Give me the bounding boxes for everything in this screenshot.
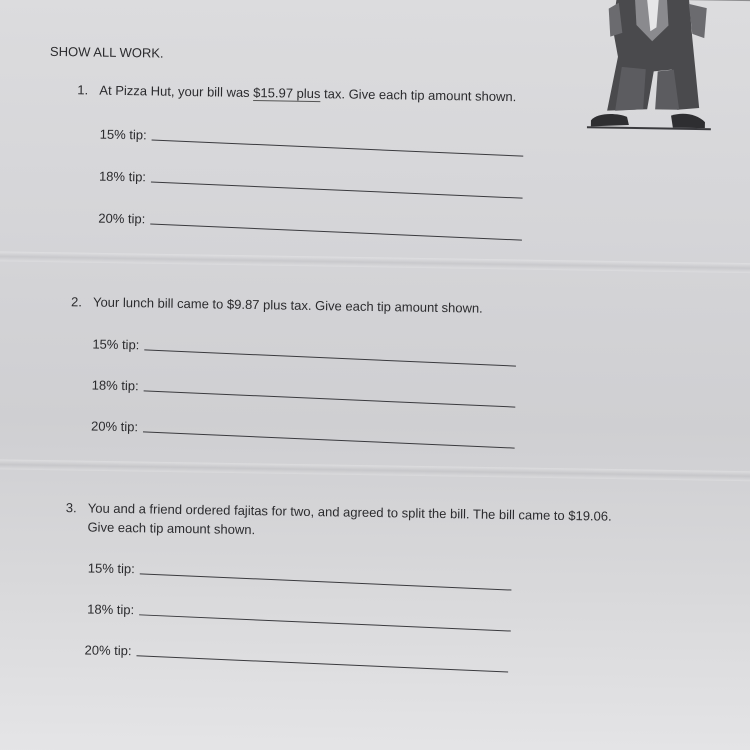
- tip-label: 20% tip:: [98, 210, 146, 227]
- tip-answer-line[interactable]: [100, 127, 147, 143]
- question-text: Your lunch bill came to $9.87 plus tax. Give each tip amount shown.: [92, 294, 483, 316]
- question-text-part: At Pizza Hut, your bill was: [99, 82, 254, 101]
- tip-label: 18% tip:: [98, 168, 147, 185]
- answer-rule: [152, 139, 524, 156]
- answer-rule: [140, 573, 512, 590]
- question-text: [87, 498, 688, 545]
- instruction-heading: SHOW ALL WORK.: [49, 43, 164, 61]
- tip-answer-line[interactable]: [92, 337, 139, 353]
- question-number: 3.: [65, 500, 77, 516]
- question-number: 2.: [70, 294, 83, 310]
- answer-rule: [144, 349, 516, 366]
- tip-label: 20% tip:: [90, 418, 139, 435]
- answer-rule: [144, 390, 516, 407]
- bill-amount: $15.97 plus: [253, 85, 321, 102]
- answer-rule: [143, 431, 515, 448]
- tip-label: 18% tip:: [87, 601, 135, 618]
- cartoon-person-icon: [587, 0, 719, 138]
- tip-answer-line[interactable]: [91, 419, 138, 435]
- tip-answer-line[interactable]: [87, 601, 134, 617]
- tip-answer-line[interactable]: [84, 642, 131, 658]
- tip-label: 20% tip:: [84, 642, 132, 659]
- question-number: 1.: [77, 82, 89, 98]
- question-text-part: tax. Give each tip amount shown.: [320, 86, 517, 105]
- tip-answer-line[interactable]: [88, 561, 135, 577]
- tip-answer-line[interactable]: [98, 211, 145, 227]
- question-text-line: Give each tip amount shown.: [87, 519, 256, 538]
- answer-rule: [136, 655, 508, 672]
- tip-label: 15% tip:: [92, 336, 140, 353]
- answer-rule: [139, 614, 511, 631]
- question-text-line: You and a friend ordered fajitas for two, and agreed to split the bill. The bill came to $19.06.: [87, 500, 612, 524]
- tip-answer-line[interactable]: [99, 169, 146, 185]
- tip-answer-line[interactable]: [92, 378, 139, 394]
- tip-label: 15% tip:: [87, 560, 135, 577]
- tip-label: 15% tip:: [99, 126, 147, 143]
- tip-label: 18% tip:: [91, 377, 139, 394]
- answer-rule: [150, 223, 522, 240]
- answer-rule: [151, 181, 523, 198]
